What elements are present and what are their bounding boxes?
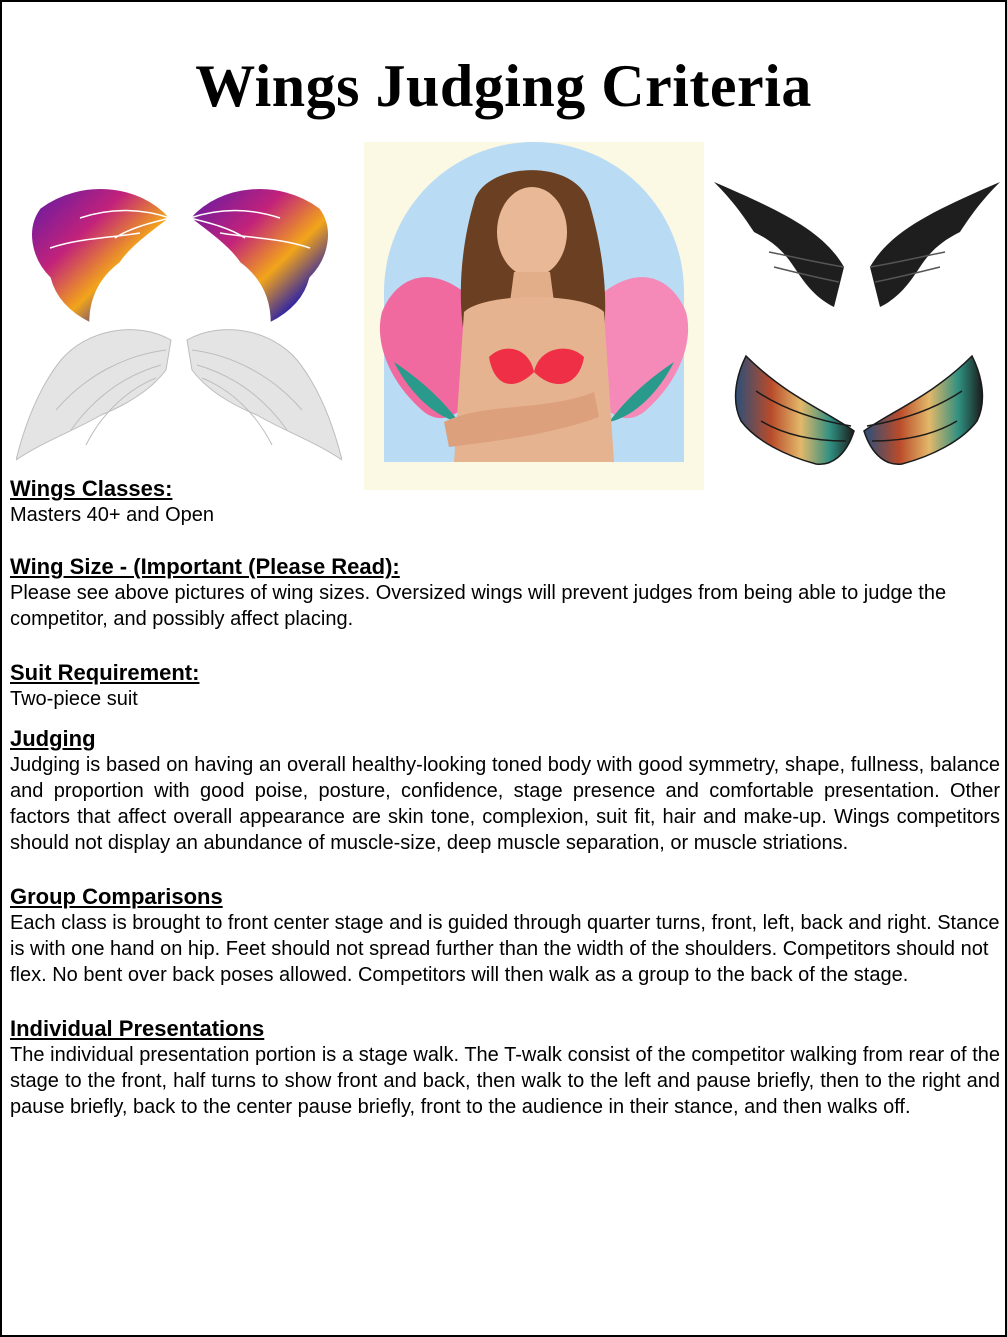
section-group-comparisons (10, 884, 1000, 988)
section-heading: Wings Classes: (10, 476, 173, 501)
section-body: Two-piece suit (10, 688, 138, 710)
white-feather-wings-icon (16, 320, 342, 462)
section-wings-classes (10, 476, 1000, 528)
section-judging (10, 726, 1000, 856)
section-heading: Suit Requirement: (10, 660, 200, 685)
section-wing-size (10, 554, 1000, 632)
page-title: Wings Judging Criteria (195, 53, 812, 119)
section-individual-presentations (10, 1016, 1000, 1120)
colorful-wings-icon (20, 178, 340, 328)
section-heading: Wing Size - (Important (Please Read): (10, 554, 400, 579)
section-body: Masters 40+ and Open (10, 504, 215, 526)
patterned-wings-icon (726, 316, 992, 472)
section-body: Each class is brought to front center stage and is guided through quarter turns, front, left, back and right. Stance is with one hand on hip. Feet should not spread further than the width of the shoulders. Competitors should not flex. No bent over back poses allowed. Competitors will then walk as a group to the back of the stage. (10, 912, 1000, 986)
black-wings-icon (714, 182, 1000, 314)
section-body: The individual presentation portion is a stage walk. The T-walk consist of the competitor walking from rear of the stage to the front, half turns to show front and back, then walk to the left and pause briefly, then to the right and pause briefly, back to the center pause briefly, front to the audience in their stance, and then walks off. (10, 1044, 1000, 1118)
section-heading: Judging (10, 726, 96, 751)
section-body: Please see above pictures of wing sizes. Oversized wings will prevent judges from being able to judge the competitor, and possibly affect placing. (10, 582, 947, 630)
section-suit-requirement (10, 660, 1000, 712)
section-body: Judging is based on having an overall healthy-looking toned body with good symmetry, shape, fullness, balance and proportion with good poise, posture, confidence, stage presence and comfortable presentation. Other factors that affect overall appearance are skin tone, complexion, suit fit, hair and make-up. Wings competitors should not display an abundance of muscle-size, deep muscle separation, or muscle striations. (10, 754, 1000, 854)
section-heading: Individual Presentations (10, 1016, 265, 1041)
criteria-sections (10, 476, 1000, 1120)
section-heading: Group Comparisons (10, 884, 223, 909)
model-with-pink-wings-photo (364, 142, 704, 490)
